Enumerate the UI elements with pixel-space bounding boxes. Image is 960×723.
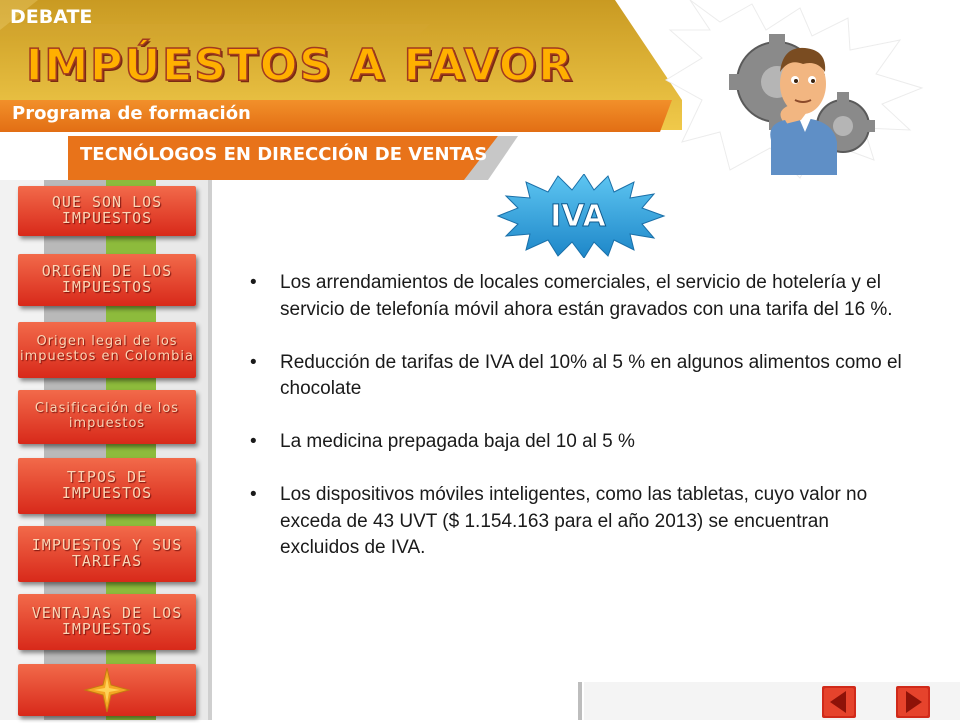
sidebar-item-clasificacion[interactable]	[18, 390, 196, 444]
bullet-text: Los dispositivos móviles inteligentes, como las tabletas, cuyo valor no exceda de 43 UVT ($ 1.154.163 para el año 2013) se encuentran excluidos de IVA.	[280, 483, 868, 559]
bullet-text: Reducción de tarifas de IVA del 10% al 5 % en algunos alimentos como el chocolate	[280, 351, 902, 400]
previous-arrow-icon	[822, 686, 856, 718]
next-button[interactable]	[896, 686, 930, 718]
bullet-marker: •	[250, 483, 257, 505]
previous-button[interactable]	[822, 686, 856, 718]
sidebar-item-label: ORIGEN DE LOS IMPUESTOS	[41, 262, 173, 296]
program-label: Programa de formación	[12, 103, 251, 124]
sidebar-item-ventajas-de-los-impuestos[interactable]	[18, 594, 196, 650]
course-title: TECNÓLOGOS EN DIRECCIÓN DE VENTAS	[80, 144, 488, 165]
sidebar-item-tipos-de-impuestos[interactable]	[18, 458, 196, 514]
section-title-burst	[488, 174, 668, 258]
page-title: IMPÚESTOS A FAVOR	[26, 40, 575, 91]
sidebar-item-label: TIPOS DE IMPUESTOS	[61, 468, 153, 502]
star-icon	[84, 667, 130, 713]
bullet-marker: •	[250, 431, 257, 453]
sidebar-item-impuestos-y-sus-tarifas[interactable]	[18, 526, 196, 582]
bullet-list	[250, 270, 910, 588]
sidebar-item-label: Origen legal de los impuestos en Colombia	[20, 334, 194, 364]
bullet-marker: •	[250, 351, 257, 373]
sidebar-item-que-son-los-impuestos[interactable]	[18, 186, 196, 236]
list-item	[250, 482, 910, 562]
next-arrow-icon	[896, 686, 930, 718]
list-item	[250, 429, 910, 456]
sidebar-item-label: QUE SON LOS IMPUESTOS	[51, 193, 163, 227]
section-title: IVA	[550, 199, 606, 234]
list-item	[250, 270, 910, 324]
sidebar-item-origen-legal[interactable]	[18, 322, 196, 378]
sidebar-home-button[interactable]	[18, 664, 196, 716]
bullet-text: La medicina prepagada baja del 10 al 5 %	[280, 431, 635, 453]
kicker-label: DEBATE	[10, 6, 93, 28]
sidebar-item-origen-de-los-impuestos[interactable]	[18, 254, 196, 306]
sidebar-item-label: Clasificación de los impuestos	[34, 401, 180, 431]
sidebar-item-label: VENTAJAS DE LOS IMPUESTOS	[31, 604, 183, 638]
bullet-text: Los arrendamientos de locales comerciales, el servicio de hotelería y el servicio de telefonía móvil ahora están gravados con una tarifa del 16 %.	[280, 272, 893, 320]
sidebar-item-label: IMPUESTOS Y SUS TARIFAS	[31, 536, 183, 570]
thinking-character-illustration	[725, 20, 885, 175]
bullet-marker: •	[250, 272, 257, 293]
list-item	[250, 350, 910, 404]
